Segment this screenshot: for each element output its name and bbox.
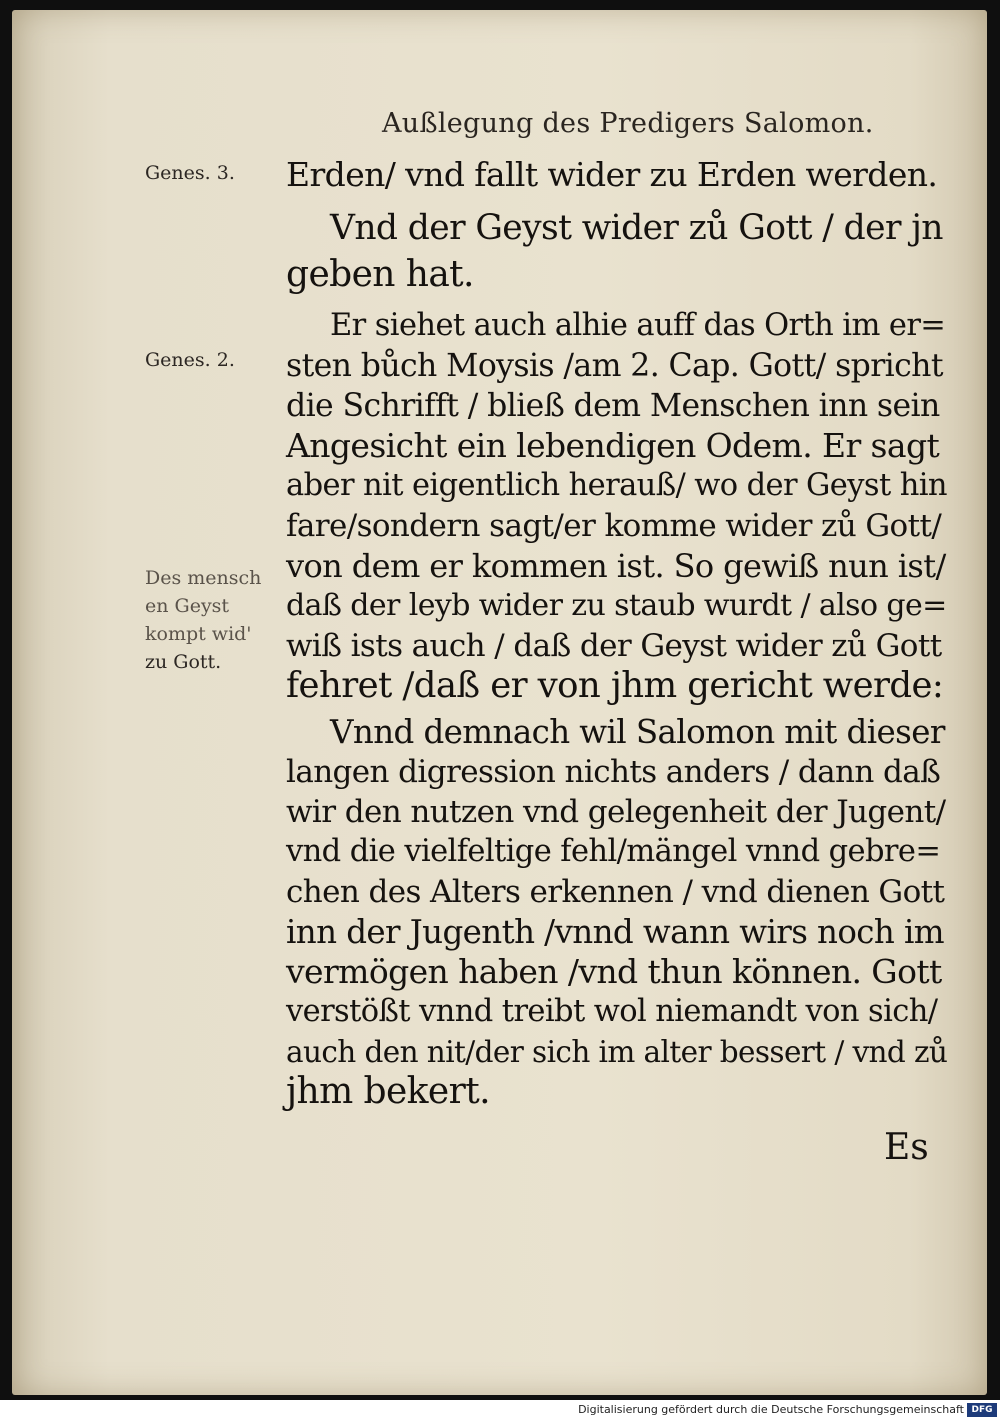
body-line: geben hat. <box>286 254 474 295</box>
body-line: Vnnd demnach wil Salomon mit dieser <box>330 713 945 751</box>
body-line: fare/sondern sagt/er komme wider zů Gott/ <box>286 508 942 544</box>
body-line: inn der Jugenth /vnnd wann wirs noch im <box>286 913 944 951</box>
body-line: aber nit eigentlich herauß/ wo der Geyst hin <box>286 468 947 503</box>
body-line: sten bůch Moysis /am 2. Cap. Gott/ spricht <box>286 348 943 384</box>
body-line: vnd die vielfeltige fehl/mängel vnnd gebre= <box>286 834 941 869</box>
margin-note-line-4: zu Gott. <box>145 651 222 673</box>
body-line: chen des Alters erkennen / vnd dienen Gott <box>286 874 945 910</box>
digitization-footer <box>0 1400 1000 1420</box>
margin-note-line-3: kompt wid' <box>145 623 252 645</box>
margin-note-line-1: Des mensch <box>145 567 262 589</box>
body-line: wiß ists auch / daß der Geyst wider zů Gott <box>286 628 942 664</box>
body-line: daß der leyb wider zu staub wurdt / also ge= <box>286 588 947 623</box>
dfg-logo-icon: DFG <box>967 1403 997 1417</box>
funding-credit: Digitalisierung gefördert durch die Deutsche Forschungsgemeinschaft <box>578 1403 964 1416</box>
body-line: fehret /daß er von jhm gericht werde: <box>286 665 944 706</box>
margin-note-line-2: en Geyst <box>145 595 230 617</box>
body-line: langen digression nichts anders / dann daß <box>286 754 941 790</box>
catchword: Es <box>884 1127 929 1168</box>
book-page <box>12 10 987 1395</box>
body-line: verstößt vnnd treibt wol niemandt von sich/ <box>286 994 938 1029</box>
body-line: Erden/ vnd fallt wider zu Erden werden. <box>286 155 938 194</box>
body-line: vermögen haben /vnd thun können. Gott <box>286 952 942 991</box>
body-line: Angesicht ein lebendigen Odem. Er sagt <box>286 426 940 465</box>
body-line: Vnd der Geyst wider zů Gott / der jn <box>330 208 943 248</box>
margin-note-genes-3: Genes. 3. <box>145 162 235 184</box>
running-head: Außlegung des Predigers Salomon. <box>382 108 874 139</box>
body-line: von dem er kommen ist. So gewiß nun ist/ <box>286 547 946 585</box>
body-line: die Schrifft / bließ dem Menschen inn sein <box>286 388 940 424</box>
body-line: auch den nit/der sich im alter bessert / vnd zů <box>286 1035 948 1069</box>
body-line: wir den nutzen vnd gelegenheit der Jugent/ <box>286 794 946 830</box>
margin-note-genes-2: Genes. 2. <box>145 349 235 371</box>
body-line: Er siehet auch alhie auff das Orth im er= <box>330 308 946 343</box>
body-line: jhm bekert. <box>286 1071 490 1112</box>
